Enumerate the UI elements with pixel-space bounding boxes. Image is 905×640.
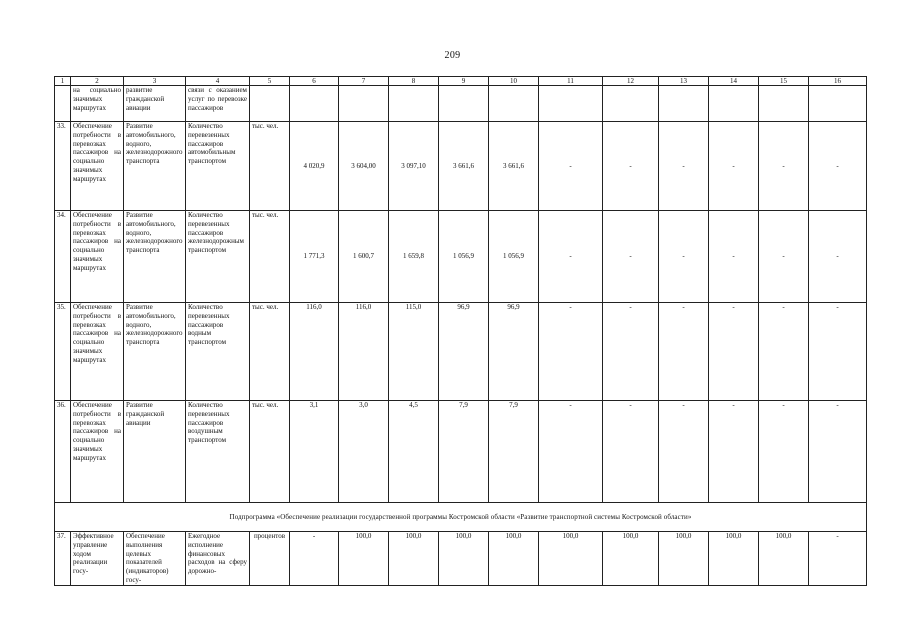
row-number: 33.: [55, 122, 71, 211]
task-cell: Обеспечение выполнения целевых показателей (индикаторов) госу-: [124, 532, 186, 586]
value-cell: -: [759, 303, 809, 401]
value-cell: -: [539, 211, 603, 303]
value-cell: 4 020,9: [290, 122, 339, 211]
value-cell: [809, 86, 867, 122]
value-cell: 3,1: [290, 401, 339, 503]
value-cell: -: [709, 401, 759, 503]
col-number: 2: [71, 77, 124, 86]
goal-cell: Обеспечение потребности в перевозках пассажиров на социально значимых маршрутах: [71, 401, 124, 503]
value-cell: 96,9: [439, 303, 489, 401]
unit-cell: тыс. чел.: [250, 122, 290, 211]
col-number: 16: [809, 77, 867, 86]
value-cell: -: [759, 211, 809, 303]
value-cell: -: [809, 303, 867, 401]
value-cell: 100,0: [759, 532, 809, 586]
col-number: 5: [250, 77, 290, 86]
value-cell: -: [809, 401, 867, 503]
value-cell: 100,0: [709, 532, 759, 586]
task-cell: Развитие автомобильного, водного, железнодорожного транспорта: [124, 303, 186, 401]
col-number: 12: [603, 77, 659, 86]
value-cell: -: [539, 303, 603, 401]
row-number: [55, 86, 71, 122]
col-number: 4: [186, 77, 250, 86]
value-cell: -: [809, 211, 867, 303]
indicator-cell: Ежегодное исполнение финансовых расходов на сферу дорожно-: [186, 532, 250, 586]
value-cell: 116,0: [339, 303, 389, 401]
col-number: 15: [759, 77, 809, 86]
unit-cell: процентов: [250, 532, 290, 586]
value-cell: 100,0: [489, 532, 539, 586]
value-cell: -: [759, 122, 809, 211]
goal-cell: Эффективное управление ходом реализации госу-: [71, 532, 124, 586]
col-number: 7: [339, 77, 389, 86]
table-row: [55, 211, 867, 303]
value-cell: 3 661,6: [489, 122, 539, 211]
value-cell: [603, 86, 659, 122]
value-cell: [759, 86, 809, 122]
value-cell: 3 604,00: [339, 122, 389, 211]
value-cell: 3 097,10: [389, 122, 439, 211]
value-cell: 100,0: [339, 532, 389, 586]
value-cell: -: [759, 401, 809, 503]
row-number: 36.: [55, 401, 71, 503]
value-cell: [709, 86, 759, 122]
value-cell: 100,0: [603, 532, 659, 586]
value-cell: -: [709, 122, 759, 211]
value-cell: [339, 86, 389, 122]
indicator-cell: Количество перевезенных пассажиров водным транспортом: [186, 303, 250, 401]
value-cell: -: [539, 401, 603, 503]
col-number: 11: [539, 77, 603, 86]
value-cell: -: [539, 122, 603, 211]
value-cell: 100,0: [659, 532, 709, 586]
col-number: 8: [389, 77, 439, 86]
subprogram-title: Подпрограмма «Обеспечение реализации государственной программы Костромской области «Развитие транспортной системы Костромской области»: [55, 503, 867, 532]
value-cell: [489, 86, 539, 122]
value-cell: [439, 86, 489, 122]
value-cell: -: [709, 211, 759, 303]
table-row-continued: [55, 86, 867, 122]
value-cell: 96,9: [489, 303, 539, 401]
value-cell: [290, 86, 339, 122]
value-cell: -: [659, 401, 709, 503]
row-number: 37.: [55, 532, 71, 586]
col-number: 3: [124, 77, 186, 86]
indicator-cell: связи с оказанием услуг по перевозке пассажиров: [186, 86, 250, 122]
goal-cell: на социально значимых маршрутах: [71, 86, 124, 122]
value-cell: -: [290, 532, 339, 586]
table-row: [55, 532, 867, 586]
column-number-header: [55, 77, 867, 86]
value-cell: -: [809, 122, 867, 211]
value-cell: 115,0: [389, 303, 439, 401]
value-cell: 100,0: [389, 532, 439, 586]
value-cell: -: [709, 303, 759, 401]
indicator-cell: Количество перевезенных пассажиров автомобильным транспортом: [186, 122, 250, 211]
col-number: 1: [55, 77, 71, 86]
value-cell: -: [603, 303, 659, 401]
table-row: [55, 122, 867, 211]
value-cell: -: [603, 122, 659, 211]
value-cell: [389, 86, 439, 122]
unit-cell: тыс. чел.: [250, 211, 290, 303]
value-cell: 1 056,9: [489, 211, 539, 303]
value-cell: [659, 86, 709, 122]
value-cell: 1 056,9: [439, 211, 489, 303]
goal-cell: Обеспечение потребности в перевозках пассажиров на социально значимых маршрутах: [71, 211, 124, 303]
value-cell: 1 600,7: [339, 211, 389, 303]
value-cell: [539, 86, 603, 122]
value-cell: 100,0: [539, 532, 603, 586]
col-number: 13: [659, 77, 709, 86]
task-cell: Развитие автомобильного, водного, железнодорожного транспорта: [124, 122, 186, 211]
unit-cell: [250, 86, 290, 122]
task-cell: развитие гражданской авиации: [124, 86, 186, 122]
value-cell: 1 659,8: [389, 211, 439, 303]
table-row: [55, 303, 867, 401]
value-cell: -: [659, 122, 709, 211]
value-cell: 100,0: [439, 532, 489, 586]
row-number: 34.: [55, 211, 71, 303]
value-cell: 116,0: [290, 303, 339, 401]
col-number: 14: [709, 77, 759, 86]
col-number: 6: [290, 77, 339, 86]
subprogram-row: [55, 503, 867, 532]
indicator-cell: Количество перевезенных пассажиров воздушным транспортом: [186, 401, 250, 503]
value-cell: 7,9: [489, 401, 539, 503]
value-cell: 3,0: [339, 401, 389, 503]
indicator-table: [54, 76, 867, 586]
value-cell: 1 771,3: [290, 211, 339, 303]
unit-cell: тыс. чел.: [250, 303, 290, 401]
col-number: 10: [489, 77, 539, 86]
row-number: 35.: [55, 303, 71, 401]
unit-cell: тыс. чел.: [250, 401, 290, 503]
table-row: [55, 401, 867, 503]
value-cell: 3 661,6: [439, 122, 489, 211]
value-cell: -: [659, 211, 709, 303]
goal-cell: Обеспечение потребности в перевозках пассажиров на социально значимых маршрутах: [71, 303, 124, 401]
col-number: 9: [439, 77, 489, 86]
value-cell: -: [659, 303, 709, 401]
goal-cell: Обеспечение потребности в перевозках пассажиров на социально значимых маршрутах: [71, 122, 124, 211]
task-cell: Развитие автомобильного, водного, железнодорожного транспорта: [124, 211, 186, 303]
value-cell: -: [603, 401, 659, 503]
page-number: 209: [444, 50, 461, 61]
task-cell: Развитие гражданской авиации: [124, 401, 186, 503]
value-cell: -: [603, 211, 659, 303]
value-cell: 7,9: [439, 401, 489, 503]
indicator-cell: Количество перевезенных пассажиров железнодорожным транспортом: [186, 211, 250, 303]
value-cell: 4,5: [389, 401, 439, 503]
value-cell: -: [809, 532, 867, 586]
